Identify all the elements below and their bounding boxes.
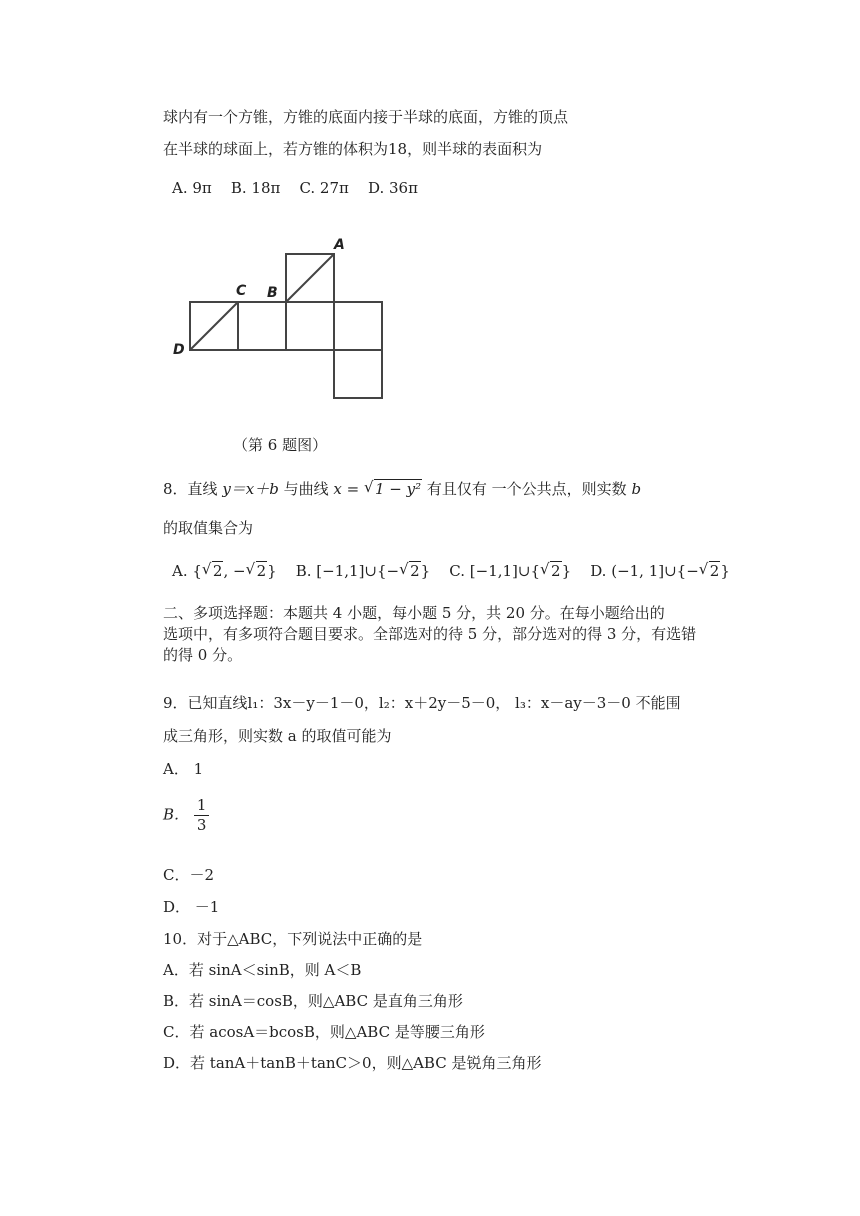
net-square-3 bbox=[286, 302, 334, 350]
net-square-2 bbox=[238, 302, 286, 350]
q7-stem-line1: 球内有一个方锥，方锥的底面内接于半球的底面，方锥的顶点 bbox=[163, 108, 569, 126]
q9-option-a: A． 1 bbox=[163, 760, 204, 778]
q7-option-a: A. 9π bbox=[172, 179, 212, 197]
q8-line-equation: y＝x＋b bbox=[222, 480, 279, 498]
label-c: C bbox=[236, 283, 247, 299]
q8-option-d: D. (−1, 1]∪{−√ 2} bbox=[590, 562, 730, 580]
q7-option-d: D. 36π bbox=[367, 179, 418, 197]
q8-stem-line2: 的取值集合为 bbox=[163, 519, 254, 537]
label-b: B bbox=[267, 285, 278, 301]
q8-curve-sqrt: √ 1 − y² bbox=[364, 480, 422, 498]
diagonal-ba bbox=[286, 254, 334, 302]
q8-options bbox=[172, 562, 730, 580]
q9-stem-line1: 9．已知直线l₁：3x－y－1－0，l₂：x＋2y－5－0， l₃：x－ay－3－0 不能围 bbox=[163, 694, 681, 712]
q8-stem-line1: 8．直线 y＝x＋b 与曲线 x = √ 1 − y² 有且仅有 一个公共点，则实数 b bbox=[163, 478, 641, 499]
q7-option-b: B. 18π bbox=[230, 179, 281, 197]
q9-option-c: C．－2 bbox=[163, 866, 215, 884]
diagonal-dc bbox=[190, 302, 238, 350]
q10-stem: 10．对于△ABC，下列说法中正确的是 bbox=[163, 930, 423, 948]
label-d: D bbox=[173, 342, 185, 358]
q8-option-c: C. [−1,1]∪{√ 2} bbox=[449, 562, 571, 580]
q10-option-b: B．若 sinA＝cosB，则△ABC 是直角三角形 bbox=[163, 992, 463, 1010]
q10-option-a: A．若 sinA＜sinB，则 A＜B bbox=[163, 961, 362, 979]
q10-option-d: D．若 tanA＋tanB＋tanC＞0，则△ABC 是锐角三角形 bbox=[163, 1054, 542, 1072]
q7-option-c: C. 27π bbox=[299, 179, 349, 197]
net-square-bottom bbox=[334, 350, 382, 398]
q9-option-b: B． $\frac{1}{3}$ bbox=[163, 796, 209, 835]
q8-option-b: B. [−1,1]∪{−√ 2} bbox=[296, 562, 430, 580]
q7-stem-line2: 在半球的球面上，若方锥的体积为18，则半球的表面积为 bbox=[163, 140, 543, 158]
q7-options bbox=[172, 179, 418, 197]
net-square-4 bbox=[334, 302, 382, 350]
q8-option-a: A. {√ 2, −√ 2} bbox=[172, 562, 277, 580]
q10-option-c: C．若 acosA＝bcosB，则△ABC 是等腰三角形 bbox=[163, 1023, 485, 1041]
q9-option-d: D． －1 bbox=[163, 898, 220, 916]
q9-option-b-fraction: $\frac{1}{3}$ bbox=[194, 796, 210, 835]
cube-net-diagram bbox=[170, 232, 390, 412]
label-a: A bbox=[334, 237, 345, 253]
section2-intro: 二、多项选择题：本题共 4 小题，每小题 5 分，共 20 分。在每小题给出的 选项中，有多项符合题目要求。全部选对的待 5 分，部分选对的得 3 分，有选错 的得 0 分。 bbox=[163, 604, 697, 664]
cube-net-figure bbox=[170, 232, 390, 412]
q9-stem-line2: 成三角形，则实数 a 的取值可能为 bbox=[163, 727, 392, 745]
figure-caption: （第 6 题图） bbox=[233, 436, 328, 454]
